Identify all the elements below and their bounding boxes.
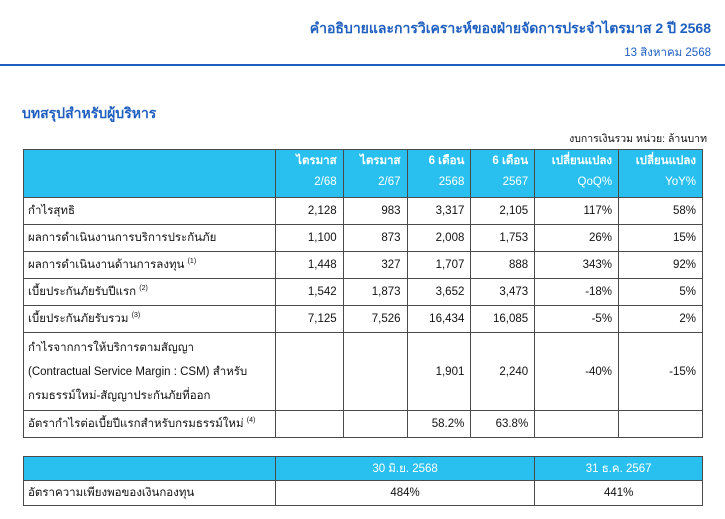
table-cell: 1,100: [275, 225, 343, 252]
row-label: เบี้ยประกันภัยรับรวม $^{(3)}$: [24, 306, 276, 333]
executive-summary-table: [23, 149, 703, 438]
table-cell: -40%: [535, 333, 619, 411]
table-cell: 2,240: [471, 333, 535, 411]
table-cell: 26%: [535, 225, 619, 252]
table-cell: [619, 411, 703, 438]
table-cell: 343%: [535, 252, 619, 279]
table-header-row: [24, 150, 703, 198]
unit-note: งบการเงินรวม หน่วย: ล้านบาท: [569, 133, 707, 145]
table-cell: 441%: [535, 481, 703, 506]
table-row-csm: [24, 333, 703, 411]
header-blank-cell: [24, 457, 276, 481]
row-label: ผลการดำเนินงานด้านการลงทุน $^{(1)}$: [24, 252, 276, 279]
row-label: อัตรากำไรต่อเบี้ยปีแรกสำหรับกรมธรรม์ใหม่ $^{(4)}$: [24, 411, 276, 438]
document-date: 13 สิงหาคม 2568: [624, 47, 711, 59]
table-cell: 2,128: [275, 198, 343, 225]
table-cell: [343, 333, 407, 411]
table-cell: 1,448: [275, 252, 343, 279]
column-header: 6 เดือน 2567: [471, 150, 535, 198]
table-cell: 1,753: [471, 225, 535, 252]
footnote-marker: (2): [139, 285, 148, 293]
footnote-marker: (3): [131, 312, 141, 320]
column-header: เปลี่ยนแปลง YoY%: [619, 150, 703, 198]
capital-adequacy-table: [23, 456, 703, 506]
table-cell: 92%: [619, 252, 703, 279]
table-cell: -5%: [535, 306, 619, 333]
header-blank-cell: [24, 150, 276, 198]
table-cell: 888: [471, 252, 535, 279]
table-cell: 2,105: [471, 198, 535, 225]
table-cell: 5%: [619, 279, 703, 306]
table-cell: [535, 411, 619, 438]
table-row: [24, 252, 703, 279]
table-cell: 3,652: [407, 279, 471, 306]
row-label: กำไรจากการให้บริการตามสัญญา (Contractual Service Margin : CSM) สำหรับ กรมธรรม์ใหม่-สัญญาประกันภัยที่ออก: [24, 333, 276, 411]
table-row: [24, 306, 703, 333]
column-header: 31 ธ.ค. 2567: [535, 457, 703, 481]
table-cell: -15%: [619, 333, 703, 411]
table-cell: 58.2%: [407, 411, 471, 438]
row-label: เบี้ยประกันภัยรับปีแรก $^{(2)}$: [24, 279, 276, 306]
table-cell: 117%: [535, 198, 619, 225]
document-title: คำอธิบายและการวิเคราะห์ของฝ่ายจัดการประจำไตรมาส 2 ปี 2568: [309, 20, 711, 36]
footnote-marker: (4): [246, 417, 256, 425]
row-label: ผลการดำเนินงานการบริการประกันภัย: [24, 225, 276, 252]
table-cell: 1,542: [275, 279, 343, 306]
table-cell: 2%: [619, 306, 703, 333]
table-row: [24, 481, 703, 506]
table-cell: 873: [343, 225, 407, 252]
header-divider: [0, 64, 725, 66]
table-cell: 2,008: [407, 225, 471, 252]
table-cell: 58%: [619, 198, 703, 225]
table-cell: 16,434: [407, 306, 471, 333]
table-cell: 63.8%: [471, 411, 535, 438]
table-cell: 7,526: [343, 306, 407, 333]
table-cell: 1,707: [407, 252, 471, 279]
column-header: 30 มิ.ย. 2568: [275, 457, 534, 481]
row-label: อัตราความเพียงพอของเงินกองทุน: [24, 481, 276, 506]
table-cell: 7,125: [275, 306, 343, 333]
table-cell: 3,473: [471, 279, 535, 306]
table-cell: 1,873: [343, 279, 407, 306]
column-header: ไตรมาส 2/68: [275, 150, 343, 198]
table-row: [24, 411, 703, 438]
column-header: 6 เดือน 2568: [407, 150, 471, 198]
table-cell: 327: [343, 252, 407, 279]
section-title: บทสรุปสำหรับผู้บริหาร: [22, 105, 157, 121]
table-cell: 16,085: [471, 306, 535, 333]
table-row: [24, 198, 703, 225]
table-cell: 484%: [275, 481, 534, 506]
footnote-marker: (1): [187, 258, 197, 266]
table-row: [24, 225, 703, 252]
table-cell: 983: [343, 198, 407, 225]
row-label: กำไรสุทธิ: [24, 198, 276, 225]
table-cell: 15%: [619, 225, 703, 252]
table-cell: [275, 411, 343, 438]
table-cell: 1,901: [407, 333, 471, 411]
table-row: [24, 279, 703, 306]
table-cell: [275, 333, 343, 411]
table-cell: -18%: [535, 279, 619, 306]
table-header-row: [24, 457, 703, 481]
column-header: ไตรมาส 2/67: [343, 150, 407, 198]
table-cell: 3,317: [407, 198, 471, 225]
column-header: เปลี่ยนแปลง QoQ%: [535, 150, 619, 198]
table-cell: [343, 411, 407, 438]
